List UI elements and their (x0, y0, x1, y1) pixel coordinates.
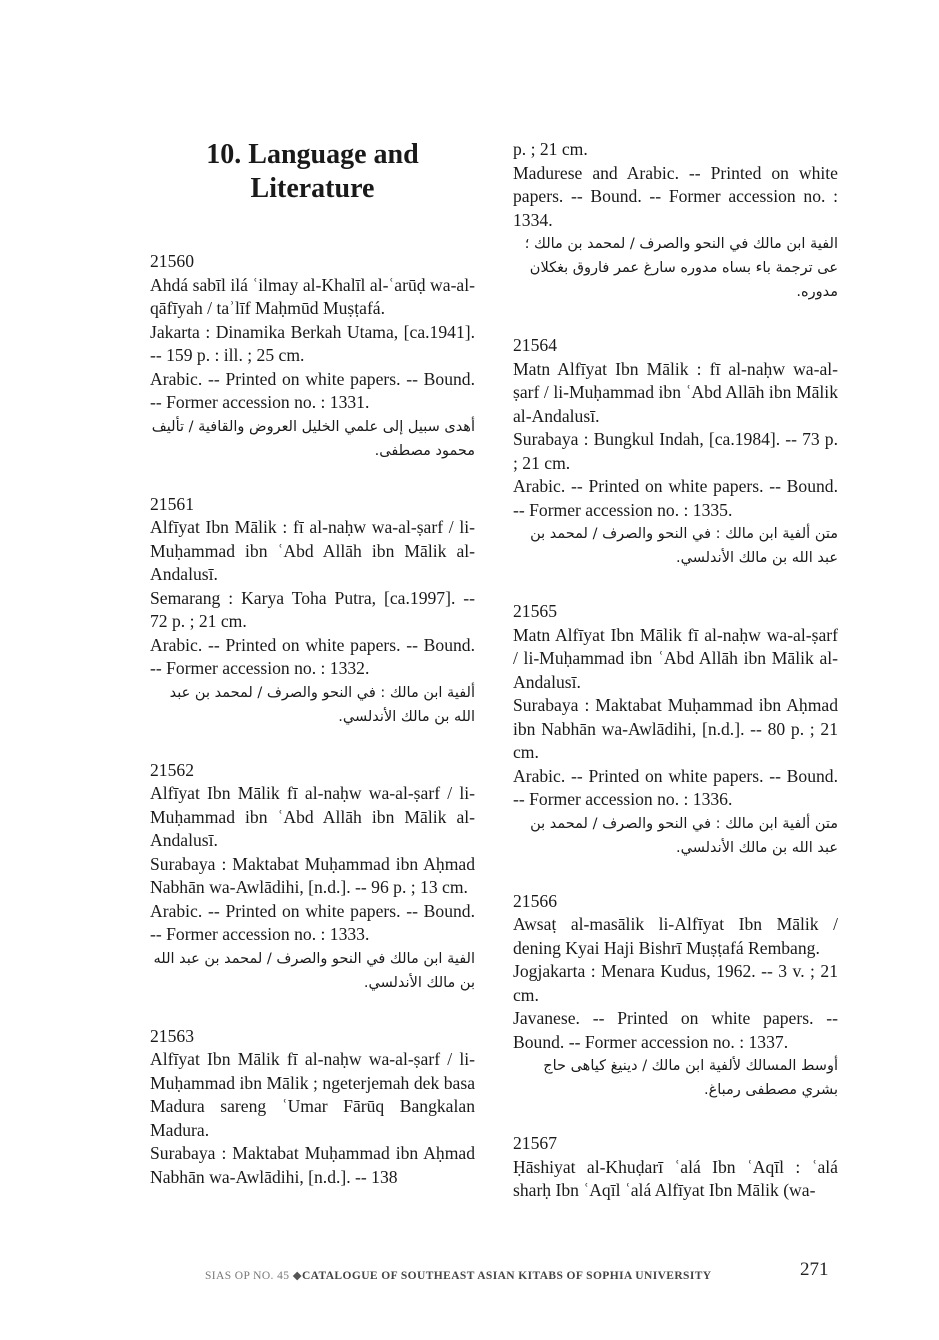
entry-imprint: Jogjakarta : Menara Kudus, 1962. -- 3 v. ; 21 cm. (513, 961, 838, 1005)
catalog-entry-21563-continued (513, 138, 838, 304)
entry-number: 21561 (150, 493, 194, 514)
entry-number: 21567 (513, 1133, 557, 1153)
catalog-entry-21563 (150, 1025, 475, 1190)
series-label: SIAS OP NO. 45 (205, 1270, 290, 1282)
entry-imprint: Surabaya : Bungkul Indah, [ca.1984]. -- 73 p. ; 21 cm. (513, 429, 838, 473)
page-number: 271 (800, 1259, 829, 1280)
entry-imprint-continued: p. ; 21 cm. (513, 139, 588, 159)
entry-arabic-title: متن ألفية ابن مالك : في النحو والصرف / لمحمد بن عبد الله بن مالك الأندلسي. (530, 526, 838, 566)
entry-notes: Arabic. -- Printed on white papers. -- Bound. -- Former accession no. : 1335. (513, 476, 838, 520)
catalog-entry-21564 (513, 334, 838, 570)
entry-number: 21563 (150, 1025, 194, 1046)
entry-notes: Arabic. -- Printed on white papers. -- Bound. -- Former accession no. : 1331. (150, 368, 475, 412)
catalog-entry-21565 (513, 600, 838, 860)
entry-title: Matn Alfīyat Ibn Mālik : fī al-naḥw wa-al-ṣarf / li-Muḥammad ibn ʿAbd Allāh ibn Mālik al-Andalusī. (513, 358, 838, 426)
entry-title: Alfīyat Ibn Mālik fī al-naḥw wa-al-ṣarf / li-Muḥammad ibn Mālik ; ngeterjemah dek basa Madura sareng ʿUmar Fārūq Bangkalan Madura. (150, 1049, 475, 1140)
catalog-entry-21567 (513, 1132, 838, 1203)
section-title-line1: 10. Language and (206, 139, 419, 170)
entry-arabic-title: الفية ابن مالك في النحو والصرف / لمحمد بن مالك ؛ عى ترجمة باء بساه مدوره سارغ عمر فاروق بغكلان مدوره. (524, 236, 838, 300)
entry-notes: Madurese and Arabic. -- Printed on white papers. -- Bound. -- Former accession no. : 1334. (513, 162, 838, 230)
section-title (150, 138, 475, 206)
entry-imprint: Surabaya : Maktabat Muḥammad ibn Aḥmad ibn Nabhān wa-Awlādihi, [n.d.]. -- 80 p. ; 21 cm. (513, 695, 838, 762)
entry-number: 21560 (150, 251, 194, 271)
entry-notes: Arabic. -- Printed on white papers. -- Bound. -- Former accession no. : 1332. (150, 634, 475, 678)
entry-arabic-title: الفية ابن مالك في النحو والصرف / لمحمد بن عبد الله بن مالك الأندلسي. (153, 950, 475, 991)
entry-title: Ahdá sabīl ilá ʿilmay al-Khalīl al-ʿarūḍ wa-al-qāfīyah / taʾlīf Maḥmūd Muṣṭafá. (150, 274, 475, 318)
entry-number: 21566 (513, 890, 557, 911)
entry-number: 21562 (150, 759, 194, 780)
entry-number: 21564 (513, 335, 557, 355)
entry-arabic-title: ألفية ابن مالك : في النحو والصرف / لمحمد بن عبد الله بن مالك الأندلسي. (169, 684, 475, 725)
entry-title: Alfīyat Ibn Mālik : fī al-naḥw wa-al-ṣarf / li-Muḥammad ibn ʿAbd Allāh ibn Mālik al-Andalusī. (150, 517, 475, 584)
diamond-icon: ◆ (292, 1270, 302, 1282)
catalog-entry-21562 (150, 759, 475, 995)
catalog-entry-21561 (150, 493, 475, 729)
entry-notes: Arabic. -- Printed on white papers. -- Bound. -- Former accession no. : 1336. (513, 765, 838, 809)
catalogue-title: CATALOGUE OF SOUTHEAST ASIAN KITABS OF SOPHIA UNIVERSITY (301, 1270, 712, 1282)
catalog-entry-21566 (513, 890, 838, 1103)
entry-imprint: Jakarta : Dinamika Berkah Utama, [ca.1941]. -- 159 p. : ill. ; 25 cm. (150, 321, 475, 365)
entry-title: Matn Alfīyat Ibn Mālik fī al-naḥw wa-al-ṣarf / li-Muḥammad ibn ʿAbd Allāh ibn Mālik al-Andalusī. (513, 624, 838, 692)
page-footer (205, 1268, 780, 1282)
entry-number: 21565 (513, 601, 557, 621)
catalog-entry-21560 (150, 250, 475, 463)
entry-arabic-title: أهدى سبيل إلى علمي الخليل العروض والقافية / تأليف محمود مصطفى. (151, 418, 475, 459)
entry-arabic-title: متن ألفية ابن مالك : في النحو والصرف / لمحمد بن عبد الله بن مالك الأندلسي. (530, 815, 838, 856)
entry-notes: Javanese. -- Printed on white papers. -- Bound. -- Former accession no. : 1337. (513, 1008, 838, 1052)
entry-title: Alfīyat Ibn Mālik fī al-naḥw wa-al-ṣarf / li-Muḥammad ibn ʿAbd Allāh ibn Mālik al-Andalusī. (150, 783, 475, 850)
entry-imprint: Surabaya : Maktabat Muḥammad ibn Aḥmad Nabhān wa-Awlādihi, [n.d.]. -- 96 p. ; 13 cm. (150, 853, 475, 897)
entry-arabic-title: أوسط المسالك لألفية ابن مالك / دينيغ كياهى حاج بشري مصطفى رمباغ. (543, 1058, 838, 1098)
entry-title: Ḥāshiyat al-Khuḍarī ʿalá Ibn ʿAqīl : ʿalá sharḥ Ibn ʿAqīl ʿalá Alfīyat Ibn Mālik (wa- (513, 1156, 838, 1200)
entry-imprint: Semarang : Karya Toha Putra, [ca.1997]. -- 72 p. ; 21 cm. (150, 587, 475, 631)
entry-title: Awsaṭ al-masālik li-Alfīyat Ibn Mālik / dening Kyai Haji Bishrī Muṣṭafá Rembang. (513, 914, 838, 958)
right-column (513, 138, 838, 1233)
entry-imprint: Surabaya : Maktabat Muḥammad ibn Aḥmad Nabhān wa-Awlādihi, [n.d.]. -- 138 (150, 1143, 475, 1187)
left-column (150, 138, 475, 1219)
entry-notes: Arabic. -- Printed on white papers. -- Bound. -- Former accession no. : 1333. (150, 900, 475, 944)
section-title-line2: Literature (250, 173, 375, 204)
